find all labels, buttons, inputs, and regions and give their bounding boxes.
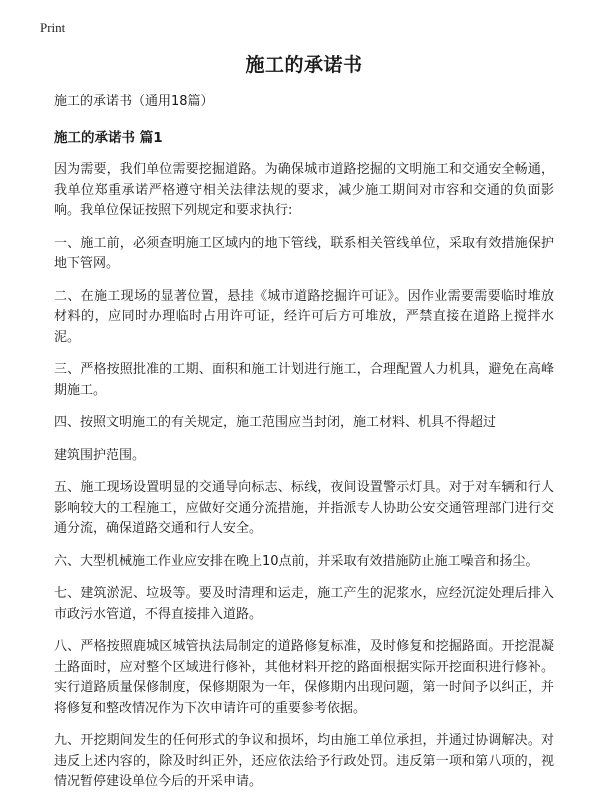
paragraph-item-6: 六、大型机械施工作业应安排在晚上10点前，并采取有效措施防止施工噪音和扬尘。 xyxy=(54,553,539,569)
paragraph-item-7: 七、建筑淤泥、垃圾等。要及时清理和运走，施工产生的泥浆水，应经沉淀处理后排入市政污水管道，不得直接排入道路。 xyxy=(54,586,554,622)
paragraph-item-1: 一、施工前，必须查明施工区域内的地下管线，联系相关管线单位，采取有效措施保护地下管网。 xyxy=(54,235,554,271)
paragraph-item-9: 九、开挖期间发生的任何形式的争议和损坏，均由施工单位承担，并通过协调解决。对违反上述内容的，除及时纠正外，还应依法给予行政处罚。违反第一项和第八项的，视情况暂停建设单位今后的开采申请。 xyxy=(54,733,554,789)
document-body xyxy=(54,50,554,793)
section-heading: 施工的承诺书 篇1 xyxy=(54,130,163,146)
paragraph-item-4-cont: 建筑围护范围。 xyxy=(54,447,146,463)
paragraph-intro: 因为需要，我们单位需要挖掘道路。为确保城市道路挖掘的文明施工和交通安全畅通，我单位郑重承诺严格遵守相关法律法规的要求，减少施工期间对市容和交通的负面影响。我单位保证按照下列规定和要求执行: xyxy=(54,162,554,218)
paragraph-item-5: 五、施工现场设置明显的交通导向标志、标线，夜间设置警示灯具。对于对车辆和行人影响较大的工程施工，应做好交通分流措施，并指派专人协助公安交通管理部门进行交通分流，确保道路交通和行人安全。 xyxy=(54,480,554,536)
paragraph-item-3: 三、严格按照批准的工期、面积和施工计划进行施工，合理配置人力机具，避免在高峰期施工。 xyxy=(54,362,554,398)
paragraph-item-2: 二、在施工现场的显著位置，悬挂《城市道路挖掘许可证》。因作业需要需要临时堆放材料的，应同时办理临时占用许可证，经许可后方可堆放，严禁直接在道路上搅拌水泥。 xyxy=(54,288,554,345)
paragraph-item-4: 四、按照文明施工的有关规定，施工范围应当封闭，施工材料、机具不得超过 xyxy=(54,415,497,430)
document-subtitle: 施工的承诺书（通用18篇） xyxy=(54,94,214,109)
print-link[interactable]: Print xyxy=(40,20,66,35)
paragraph-item-8: 八、严格按照鹿城区城管执法局制定的道路修复标准，及时修复和挖掘路面。开挖混凝土路面时，应对整个区域进行修补，其他材料开挖的路面根据实际开挖面积进行修补。实行道路质量保修制度，保修期限为一年，保修期内出现问题，第一时间予以纠正，并将修复和整改情况作为下次申请许可的重要参考依据。 xyxy=(54,639,554,716)
document-title: 施工的承诺书 xyxy=(245,54,363,76)
